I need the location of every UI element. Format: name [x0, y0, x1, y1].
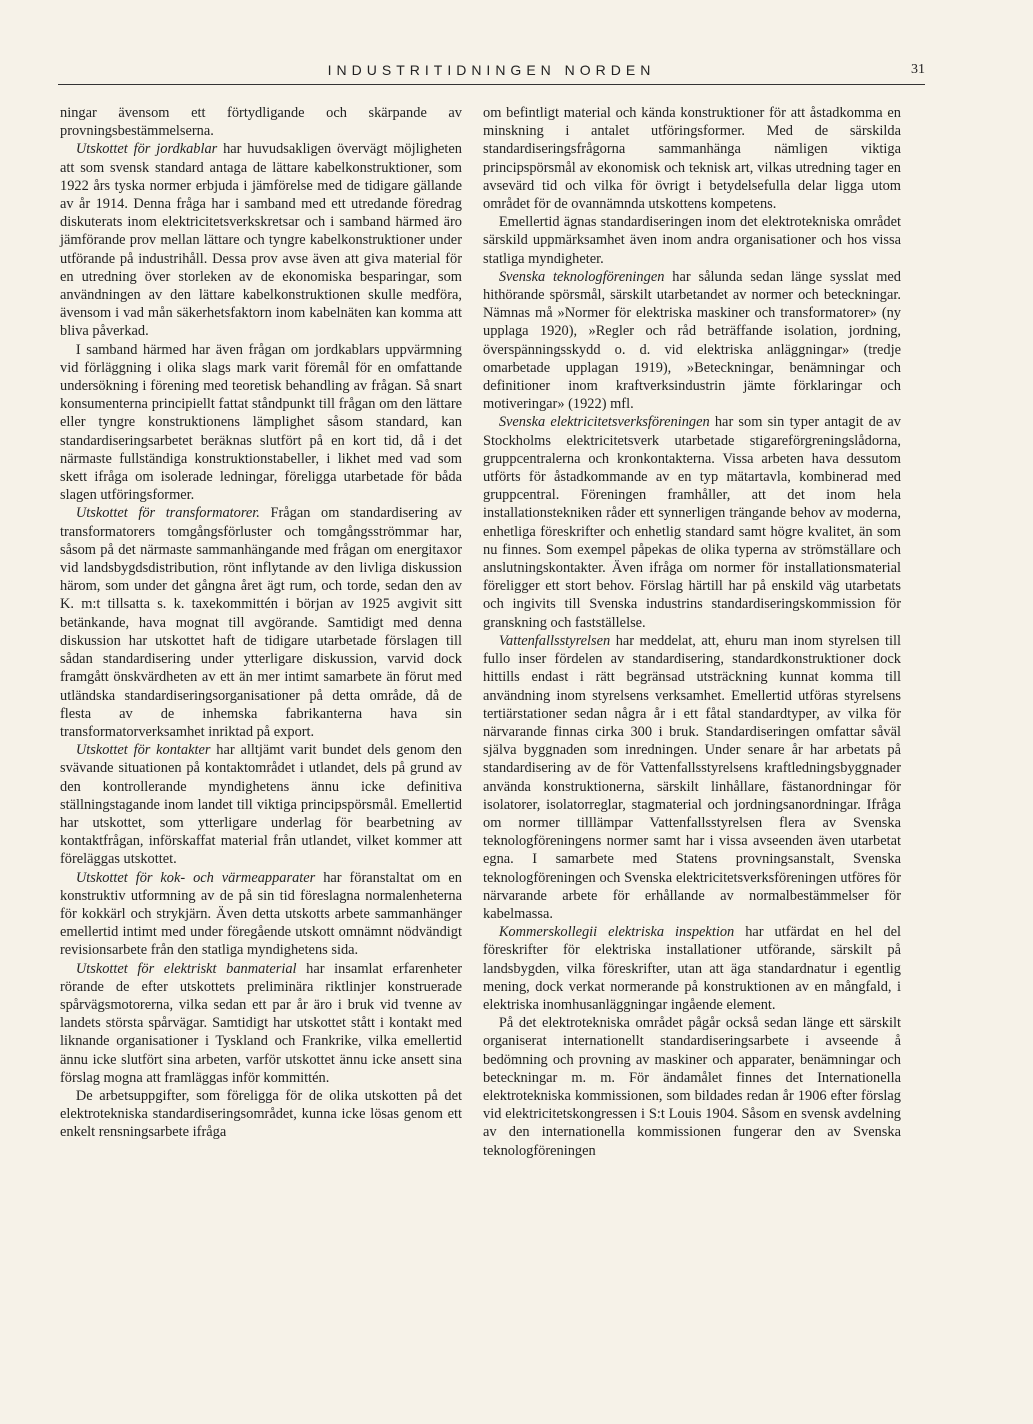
paragraph	[483, 413, 901, 631]
running-header	[58, 62, 925, 85]
paragraph	[60, 504, 462, 741]
paragraph-lead: Utskottet för jordkablar	[75, 141, 218, 158]
paragraph-text: I samband härmed har även frågan om jordkablars uppvärmning vid förläggning i olika slags mark varit föremål för en omfattande undersökning i förening med teoretisk behandling av frågan. Så snart konsumenterna principiellt fattat ståndpunkt till frågan om den lättare eller tyngre konstruktionens lämplighet såsom standard, kan standardiseringsarbetet beräknas slutfört på en kort tid, då i det närmaste fullständiga konstruktionstabeller, i likhet med vad som skett ifråga om isolerade ledningar, föreligga utarbetade för båda slagen utföringsformer.	[60, 341, 462, 504]
paragraph	[60, 104, 462, 140]
paragraph-text: har meddelat, att, ehuru man inom styrelsen till fullo inser fördelen av standardisering, standardkonstruktioner dock hittills endast i rätt begränsad utsträckning kunnat komma till användning inom styrelsens verksamhet. Emellertid utföras styrelsens tertiärstationer sedan några år i ett fåtal standardtyper, av vilka för närvarande finnas cirka 300 i bruk. Standardiseringen omfattar såväl själva byggnaden som inredningen. Under senare år har arbetats på standardisering av de för Vattenfallsstyrelsens kraftledningsbyggnader använda konstruktionerna, särskilt linhållare, fästanordningar för isolatorer, isolatorreglar, stagmaterial och jordningsanordningar. Ifråga om normer tilllämpar Vattenfallsstyrelsen flera av Svenska teknologföreningens normer samt har i vissa avseenden även utarbetat egna. I samarbete med Statens provningsanstalt, Svenska teknologföreningen och Svenska elektricitetsverksföreningen utföres för närvarande arbete för erhållande av normalbestämmelser för kabelmassa.	[483, 632, 901, 922]
paragraph-text: har utfärdat en hel del föreskrifter för elektriska installationer utförande, särskilt på landsbygden, vilka föreskrifter, utan att äga standardnatur i egentlig mening, dock verkat normerande på konstruktionen av en mångfald, i elektriska inomhusanläggningar ingående element.	[483, 924, 901, 1013]
paragraph-text: har som sin typer antagit de av Stockholms elektricitetsverk utarbetade stigareförgreningslådorna, gruppcentralerna och kronkontakterna. Vissa arbeten hava dessutom utförts för åstadkommande av en typ mätartavla, kombinerad med gruppcentral. Föreningen framhåller, att det inom hela installationstekniken råder ett synnerligen trängande behov av moderna, enhetliga föreskrifter och enhetlig standard samt högre kvalitet, än som nu finnes. Som exempel påpekas de olika typerna av strömställare och anslutningskontakter. Även ifråga om normer för installationsmaterial föreligger ett stort behov. Förslag härtill har på enskild väg utarbetats och ingivits till Svenska industrins standardiseringskommission för granskning och fastställelse.	[483, 414, 902, 631]
paragraph-text: har föranstaltat om en konstruktiv utformning av de på sin tid föreslagna normalenheterna för kokkärl och strykjärn. Även detta utskotts arbete sammanhänger emellertid intimt med under föregående utskott omnämnt nödvändigt revisionsarbete från den statliga myndighetens sida.	[60, 869, 462, 959]
paragraph-text: har insamlat erfarenheter rörande de efter utskottets preliminära riktlinjer konstruerade spårvägsmotorerna, vilka sedan ett par år äro i bruk vid tvenne av landets största spårvägar. Samtidigt har utskottet stått i kontakt med liknande organisationer i Tyskland och Frankrike, vilka emellertid ännu icke slutfört sina arbeten, varför utskottet ännu icke ansett sina förslag mogna att framläggas inför kommittén.	[60, 960, 463, 1086]
paragraph-lead: Utskottet för elektriskt banmaterial	[75, 960, 297, 977]
paragraph-lead: Utskottet för transformatorer.	[75, 505, 260, 522]
paragraph-lead: Vattenfallsstyrelsen	[498, 632, 611, 649]
paragraph-lead: Svenska teknologföreningen	[498, 268, 665, 285]
paragraph	[60, 960, 462, 1087]
paragraph-text: De arbetsuppgifter, som föreligga för de olika utskotten på det elektrotekniska standardiseringsområdet, kunna icke lösas genom ett enkelt rensningsarbete ifråga	[60, 1087, 462, 1141]
paragraph-text: ningar ävensom ett förtydligande och skärpande av provningsbestämmelserna.	[60, 105, 462, 140]
paragraph-text: har huvudsakligen övervägt möjligheten att som svensk standard antaga de lättare kabelkonstruktioner, som 1922 års tyska normer erbjuda i jämförelse med de tidigare gällande av år 1914. Denna fråga har i samband med ett utredande föredrag diskuterats inom elektricitetsverkskretsar och i samband härmed äro jämförande prov mellan lättare och tyngre kabelkonstruktioner under utförande på industrihåll. Dessa prov avse även att giva material för en utredning över storleken av de ekonomiska besparingar, som användningen av den lättare kabelkonstruktionen skulle medföra, ävensom i vad mån säkerhetsfaktorn inom kabelnäten kan komma att bliva påverkad.	[60, 141, 462, 340]
paragraph-text: På det elektrotekniska området pågår också sedan länge ett särskilt organiserat internationellt standardiseringsarbete i avseende å bedömning och provning av maskiner och apparater, benämningar och beteckningar m. m. För ändamålet finnes det Internationella elektrotekniska kommissionen, som bildades redan år 1906 efter förslag vid elektricitetskongressen i S:t Louis 1904. Såsom en svensk avdelning av den internationella kommissionen fungerar den av Svenska teknologföreningen	[483, 1015, 901, 1159]
paragraph	[483, 104, 901, 213]
paragraph	[483, 1014, 901, 1160]
paragraph-lead: Utskottet för kontakter	[75, 742, 211, 759]
right-column	[483, 104, 901, 1160]
paragraph	[60, 1087, 462, 1142]
paragraph	[483, 923, 901, 1014]
paragraph	[483, 213, 901, 268]
paragraph-text: Emellertid ägnas standardiseringen inom det elektrotekniska området särskild uppmärksamhet även inom andra organisationer och hos vissa statliga myndigheter.	[483, 214, 901, 267]
paragraph-text: om befintligt material och kända konstruktioner för att åstadkomma en minskning i antalet utföringsformer. Med de särskilda standardiseringsfrågorna sammanhänga nämligen viktiga principspörsmål av ekonomisk och teknisk art, vilkas utredning tager en avsevärd tid och vilka för övrigt i betydelsefulla delar ligga utom området för de ovannämnda utskottens kompetens.	[483, 105, 901, 213]
left-column	[60, 104, 462, 1142]
paragraph-lead: Utskottet för kok- och värmeapparater	[75, 869, 316, 886]
paragraph	[483, 632, 901, 923]
paragraph	[60, 869, 462, 960]
page-number: 31	[911, 62, 925, 77]
paragraph-text: har alltjämt varit bundet dels genom den svävande situationen på kontaktområdet i utlandet, dels på grund av den kontrollerande myndighetens ännu icke definitiva ställningstagande inom landet till viktiga principspörsmål. Emellertid har utskottet, som ytterligare underlag för bearbetning av kontaktfrågan, införskaffat material från utlandet, vilket kommer att föreläggas utskottet.	[60, 742, 462, 868]
paragraph	[60, 140, 462, 340]
paragraph	[483, 268, 901, 414]
paragraph-lead: Kommerskollegii elektriska inspektion	[498, 924, 735, 941]
journal-title: INDUSTRITIDNINGEN NORDEN	[327, 62, 656, 78]
paragraph	[60, 341, 462, 505]
paragraph-text: har sålunda sedan länge sysslat med hithörande spörsmål, särskilt utarbetandet av normer och beteckningar. Nämnas må »Normer för elektriska maskiner och transformatorer» (ny upplaga 1920), »Regler och råd beträffande isolation, jordning, överspänningsskydd o. d. vid elektriska anläggningar» (tredje omarbetade upplagan 1919), »Beteckningar, benämningar och definitioner inom kraftverksindustrin jämte förklaringar och motiveringar» (1922) mfl.	[483, 268, 901, 413]
paragraph-lead: Svenska elektricitetsverksföreningen	[498, 414, 710, 431]
paragraph	[60, 741, 462, 868]
paragraph-text: Frågan om standardisering av transformatorers tomgångsförluster och tomgångsströmmar har, såsom på det närmaste sammanhängande med frågan om energitaxor vid landsbygdsdistribution, rönt inflytande av den livliga diskussion härom, som under det gångna året ägt rum, och torde, sedan den av K. m:t tillsatta s. k. taxekommittén i början av 1925 avgivit sitt betänkande, hava mognat till avgörande. Samtidigt med denna diskussion har utskottet haft de tidigare utarbetade förslagen till sådan standardisering under ytterligare diskussion, varvid dock framgått önskvärdheten av ett än mer intimt samarbete än förut med utländska standardiseringsorganisationer på detta område, då de flesta av de inhemska fabrikanterna hava sin transformatorverksamhet inriktad på export.	[60, 505, 462, 740]
